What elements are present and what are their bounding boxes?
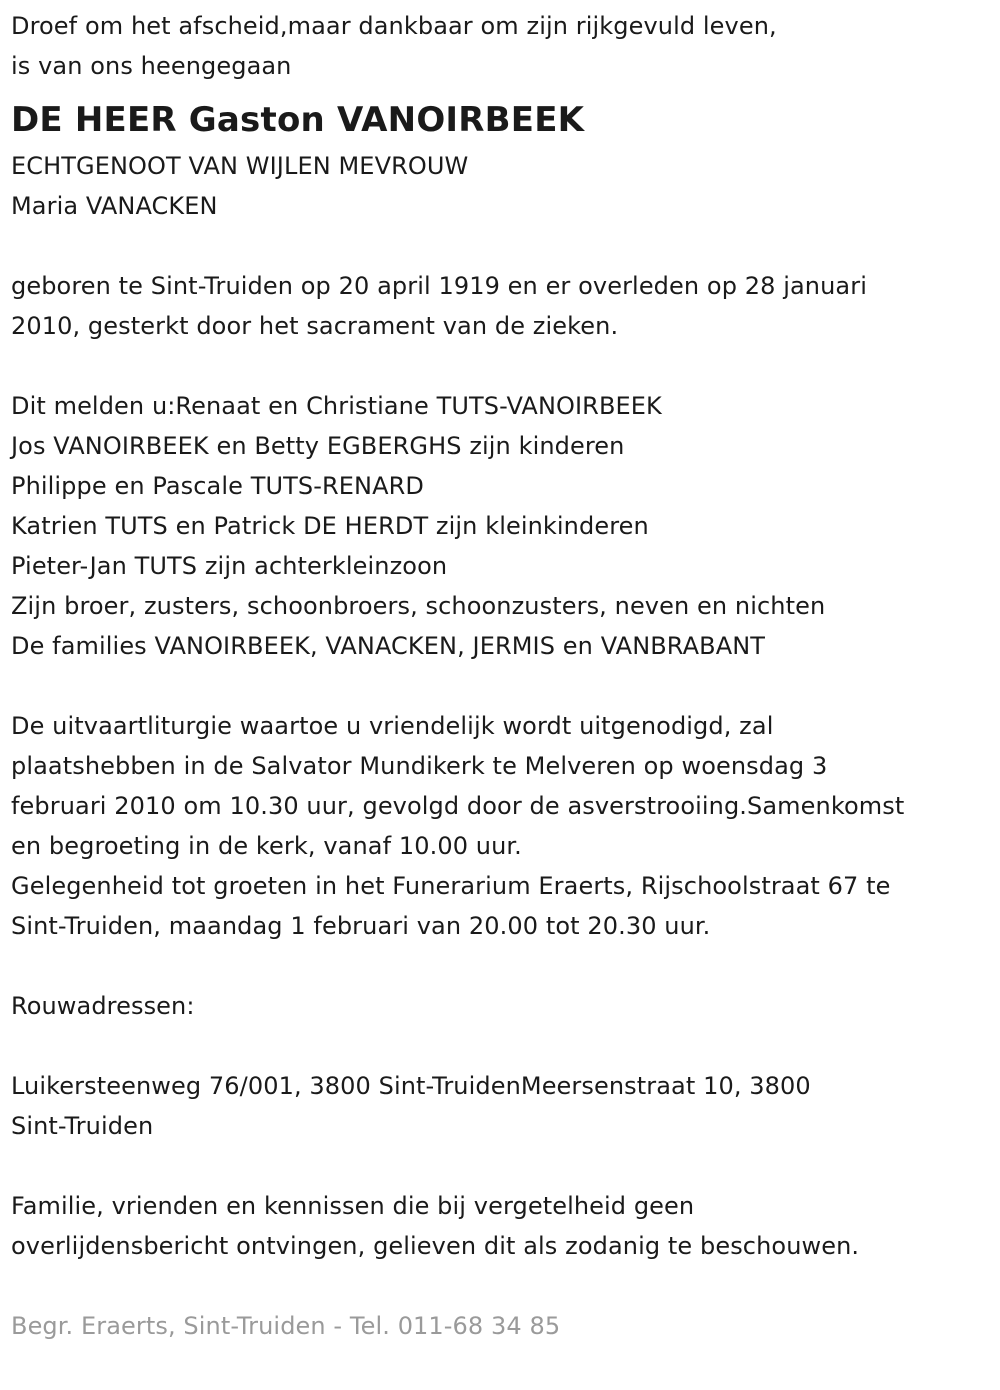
closing-line: overlijdensbericht ontvingen, gelieven dit als zodanig te beschouwen.	[11, 1232, 860, 1260]
deceased-name: DE HEER Gaston VANOIRBEEK	[11, 100, 585, 140]
funeral-line: Gelegenheid tot groeten in het Funerarium Eraerts, Rijschoolstraat 67 te	[11, 872, 891, 900]
family-line: Philippe en Pascale TUTS-RENARD	[11, 472, 424, 500]
funeral-line: plaatshebben in de Salvator Mundikerk te Melveren op woensdag 3	[11, 752, 828, 780]
funeral-home-footer: Begr. Eraerts, Sint-Truiden - Tel. 011-68 34 85	[11, 1312, 561, 1340]
intro-line: is van ons heengegaan	[11, 52, 292, 80]
spacer	[11, 1146, 991, 1186]
funeral-line: Sint-Truiden, maandag 1 februari van 20.00 tot 20.30 uur.	[11, 912, 711, 940]
spacer	[11, 226, 991, 266]
funeral-info	[11, 706, 991, 946]
birth-death-info	[11, 266, 991, 346]
spouse-line: ECHTGENOOT VAN WIJLEN MEVROUW	[11, 152, 469, 180]
family-line: Dit melden u:Renaat en Christiane TUTS-VANOIRBEEK	[11, 392, 662, 420]
family-line: Jos VANOIRBEEK en Betty EGBERGHS zijn kinderen	[11, 432, 625, 460]
obituary-notice	[11, 6, 991, 1346]
intro-text	[11, 6, 991, 86]
funeral-line: februari 2010 om 10.30 uur, gevolgd door de asverstrooiing.Samenkomst	[11, 792, 905, 820]
family-line: Katrien TUTS en Patrick DE HERDT zijn kleinkinderen	[11, 512, 649, 540]
spouse-line: Maria VANACKEN	[11, 192, 218, 220]
spouse-info	[11, 146, 991, 226]
family-line: Pieter-Jan TUTS zijn achterkleinzoon	[11, 552, 448, 580]
family-line: Zijn broer, zusters, schoonbroers, schoonzusters, neven en nichten	[11, 592, 826, 620]
family-line: De families VANOIRBEEK, VANACKEN, JERMIS en VANBRABANT	[11, 632, 766, 660]
addresses-heading: Rouwadressen:	[11, 992, 195, 1020]
funeral-line: De uitvaartliturgie waartoe u vriendelijk wordt uitgenodigd, zal	[11, 712, 774, 740]
address-line: Luikersteenweg 76/001, 3800 Sint-TruidenMeersenstraat 10, 3800	[11, 1072, 811, 1100]
funeral-line: en begroeting in de kerk, vanaf 10.00 uur.	[11, 832, 522, 860]
address-line: Sint-Truiden	[11, 1112, 154, 1140]
closing-line: Familie, vrienden en kennissen die bij vergetelheid geen	[11, 1192, 695, 1220]
spacer	[11, 1266, 991, 1306]
addresses	[11, 1066, 991, 1146]
spacer	[11, 666, 991, 706]
family-list	[11, 386, 991, 666]
spacer	[11, 946, 991, 986]
intro-line: Droef om het afscheid,maar dankbaar om zijn rijkgevuld leven,	[11, 12, 777, 40]
birth-death-line: 2010, gesterkt door het sacrament van de zieken.	[11, 312, 619, 340]
closing-text	[11, 1186, 991, 1266]
spacer	[11, 1026, 991, 1066]
birth-death-line: geboren te Sint-Truiden op 20 april 1919 en er overleden op 28 januari	[11, 272, 867, 300]
spacer	[11, 346, 991, 386]
